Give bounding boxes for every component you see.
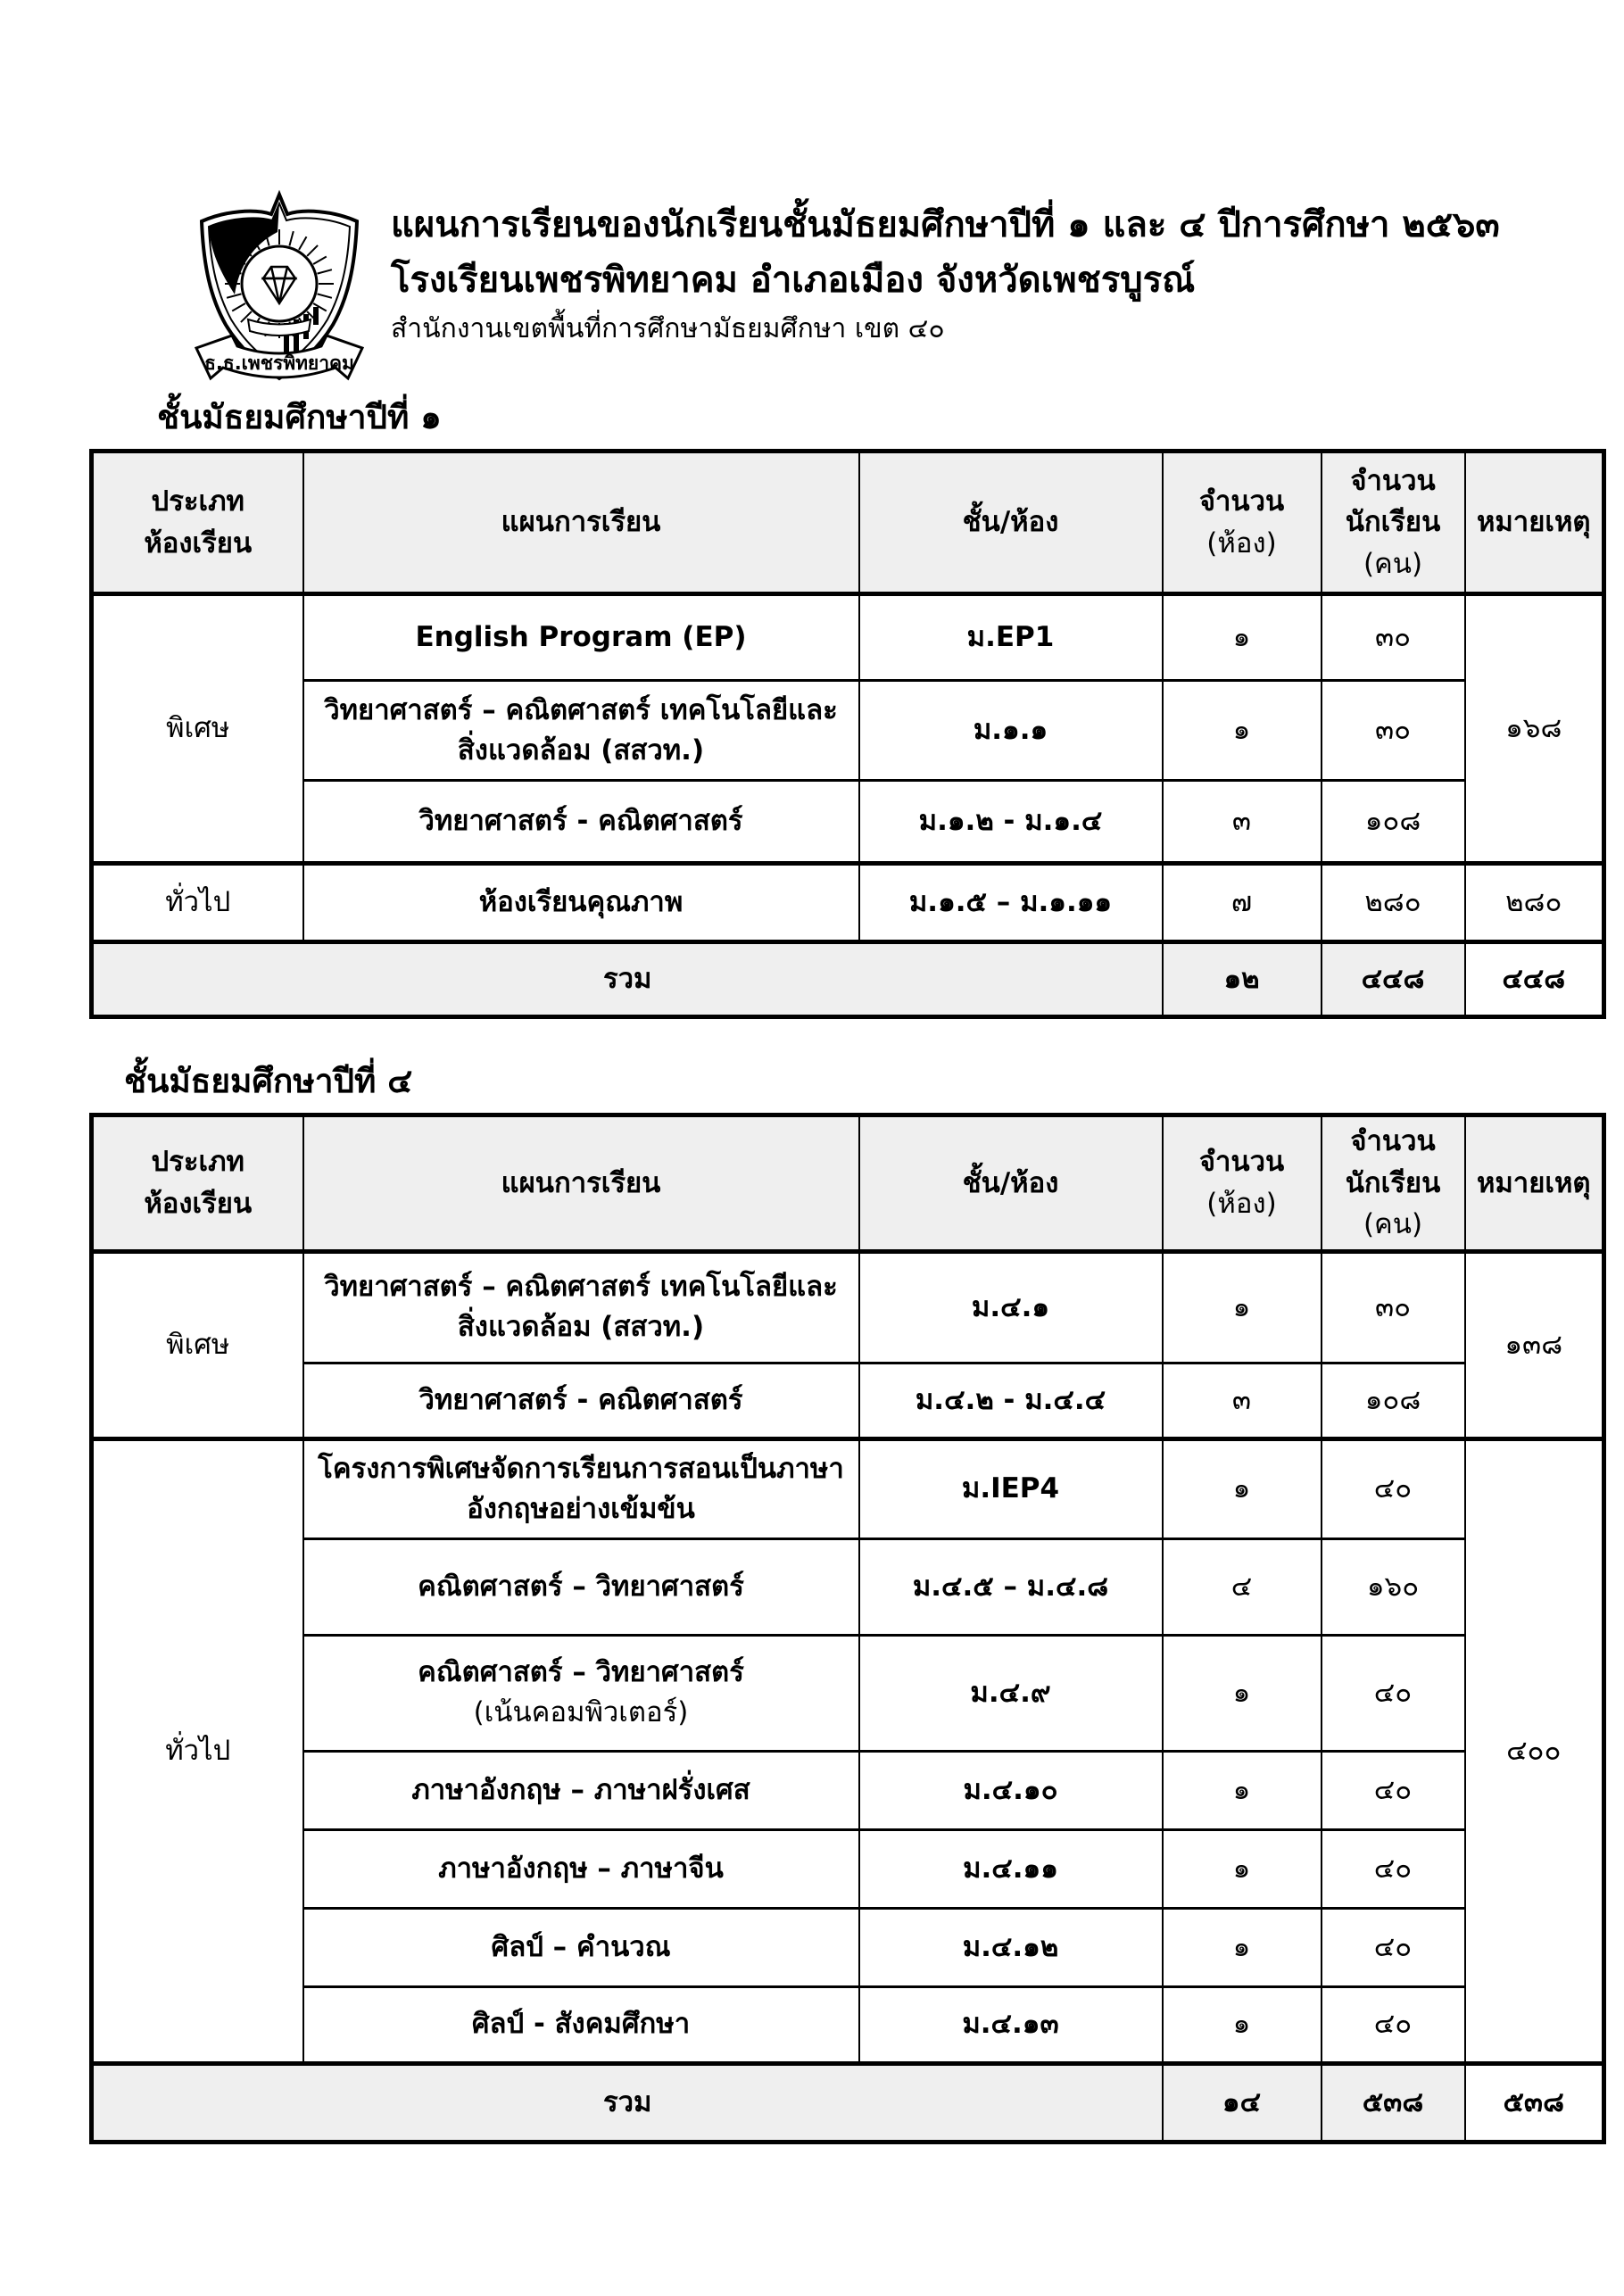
plan-cell: วิทยาศาสตร์ – คณิตศาสตร์ เทคโนโลยี​และสิ่งแวดล้อม (สสวท.)	[303, 1251, 859, 1363]
plan-sub-text: (เน้นคอมพิวเตอร์)	[473, 1696, 689, 1728]
col-header-student-count: จำนวน นักเรียน (คน)	[1322, 1115, 1465, 1252]
plan-cell	[303, 1635, 859, 1751]
room-count-cell: ๑	[1163, 1829, 1322, 1908]
plan-main-text: คณิตศาสตร์ – วิทยาศาสตร์	[418, 1656, 744, 1689]
classroom-cell: ม.๑.๑	[859, 681, 1163, 781]
room-count-cell: ๑	[1163, 1251, 1322, 1363]
total-label-cell: รวม	[92, 942, 1163, 1017]
table-row	[92, 1438, 1604, 1538]
student-count-cell: ๑๖๐	[1322, 1538, 1465, 1635]
student-count-cell: ๔๐	[1322, 1635, 1465, 1751]
table-row	[92, 864, 1604, 942]
table-m1-header-row	[92, 452, 1604, 594]
table-row	[92, 1363, 1604, 1438]
room-count-cell: ๑	[1163, 594, 1322, 681]
plan-cell: ภาษาอังกฤษ – ภาษาฝรั่งเศส	[303, 1751, 859, 1829]
room-count-cell: ๑	[1163, 1438, 1322, 1538]
table-row	[92, 1538, 1604, 1635]
table-row	[92, 1829, 1604, 1908]
plan-cell: คณิตศาสตร์ – วิทยาศาสตร์	[303, 1538, 859, 1635]
total-room-count-cell: ๑๔	[1163, 2063, 1322, 2142]
col-header-room-type: ประเภท ห้องเรียน	[92, 452, 303, 594]
table-row	[92, 1908, 1604, 1986]
student-count-cell: ๓๐	[1322, 681, 1465, 781]
category-cell-special: พิเศษ	[92, 594, 303, 864]
classroom-cell: ม.๔.๑๒	[859, 1908, 1163, 1986]
room-count-cell: ๔	[1163, 1538, 1322, 1635]
school-logo	[186, 189, 373, 385]
education-area-line: สำนักงานเขตพื้นที่การศึกษามัธยมศึกษา เขต ๔๐	[391, 313, 945, 344]
table-m1	[89, 449, 1606, 1019]
section-title-m1: ชั้นมัธยมศึกษาปีที่ ๑	[157, 398, 442, 436]
table-row	[92, 1251, 1604, 1363]
col-header-remark: หมายเหตุ	[1465, 452, 1604, 594]
table-row	[92, 594, 1604, 681]
school-name-line: โรงเรียนเพชรพิทยาคม อำเภอเมือง จังหวัดเพชรบูรณ์	[391, 260, 1196, 301]
room-count-cell: ๗	[1163, 864, 1322, 942]
classroom-cell: ม.๔.๙	[859, 1635, 1163, 1751]
category-cell-general: ทั่วไป	[92, 1438, 303, 2063]
table-row	[92, 1751, 1604, 1829]
classroom-cell: ม.๔.๕ – ม.๔.๘	[859, 1538, 1163, 1635]
category-cell-general: ทั่วไป	[92, 864, 303, 942]
room-count-cell: ๓	[1163, 1363, 1322, 1438]
classroom-cell: ม.๑.๕ – ม.๑.๑๑	[859, 864, 1163, 942]
classroom-cell: ม.๑.๒ - ม.๑.๔	[859, 781, 1163, 864]
classroom-cell: ม.๔.๑๑	[859, 1829, 1163, 1908]
student-count-cell: ๔๐	[1322, 1438, 1465, 1538]
room-count-cell: ๑	[1163, 1986, 1322, 2063]
table-row	[92, 781, 1604, 864]
remark-cell-special: ๑๓๘	[1465, 1251, 1604, 1438]
room-count-cell: ๑	[1163, 1635, 1322, 1751]
student-count-cell: ๑๐๘	[1322, 1363, 1465, 1438]
student-count-cell: ๑๐๘	[1322, 781, 1465, 864]
col-header-room-count: จำนวน (ห้อง)	[1163, 1115, 1322, 1252]
total-label-cell: รวม	[92, 2063, 1163, 2142]
room-count-cell: ๓	[1163, 781, 1322, 864]
plan-cell: ห้องเรียนคุณภาพ	[303, 864, 859, 942]
total-row	[92, 942, 1604, 1017]
plan-cell: โครงการพิเศษจัดการเรียนการสอนเป็น​ภาษาอังกฤษอย่างเข้มข้น	[303, 1438, 859, 1538]
remark-cell-general: ๒๘๐	[1465, 864, 1604, 942]
table-row	[92, 1986, 1604, 2063]
classroom-cell: ม.๔.๑๓	[859, 1986, 1163, 2063]
logo-banner-text: ธ.ธ.เพชรพิทยาคม	[204, 352, 354, 374]
plan-cell: วิทยาศาสตร์ – คณิตศาสตร์ เทคโนโลยีและ​สิ่งแวดล้อม (สสวท.)	[303, 681, 859, 781]
col-header-room-type: ประเภท ห้องเรียน	[92, 1115, 303, 1252]
student-count-cell: ๔๐	[1322, 1908, 1465, 1986]
plan-cell: วิทยาศาสตร์ - คณิตศาสตร์	[303, 781, 859, 864]
plan-cell: ศิลป์ – คำนวณ	[303, 1908, 859, 1986]
total-student-count-cell: ๔๔๘	[1322, 942, 1465, 1017]
col-header-student-count: จำนวน นักเรียน (คน)	[1322, 452, 1465, 594]
classroom-cell: ม.EP1	[859, 594, 1163, 681]
plan-cell: English Program (EP)	[303, 594, 859, 681]
student-count-cell: ๔๐	[1322, 1829, 1465, 1908]
remark-cell-special: ๑๖๘	[1465, 594, 1604, 864]
col-header-plan: แผนการเรียน	[303, 452, 859, 594]
student-count-cell: ๒๘๐	[1322, 864, 1465, 942]
section-title-m4: ชั้นมัธยมศึกษาปีที่ ๔	[124, 1062, 413, 1100]
col-header-room-count: จำนวน (ห้อง)	[1163, 452, 1322, 594]
total-remark-cell: ๔๔๘	[1465, 942, 1604, 1017]
room-count-cell: ๑	[1163, 1908, 1322, 1986]
table-m4-header-row	[92, 1115, 1604, 1252]
classroom-cell: ม.๔.๑	[859, 1251, 1163, 1363]
total-room-count-cell: ๑๒	[1163, 942, 1322, 1017]
student-count-cell: ๔๐	[1322, 1751, 1465, 1829]
classroom-cell: ม.IEP4	[859, 1438, 1163, 1538]
plan-cell: วิทยาศาสตร์ - คณิตศาสตร์	[303, 1363, 859, 1438]
table-row	[92, 1635, 1604, 1751]
col-header-classroom: ชั้น/ห้อง	[859, 1115, 1163, 1252]
school-crest-graphic	[186, 189, 373, 385]
total-remark-cell: ๕๓๘	[1465, 2063, 1604, 2142]
table-m4	[89, 1113, 1606, 2144]
plan-cell: ศิลป์ - สังคมศึกษา	[303, 1986, 859, 2063]
table-row	[92, 681, 1604, 781]
room-count-cell: ๑	[1163, 1751, 1322, 1829]
classroom-cell: ม.๔.๑๐	[859, 1751, 1163, 1829]
total-row	[92, 2063, 1604, 2142]
classroom-cell: ม.๔.๒ - ม.๔.๔	[859, 1363, 1163, 1438]
category-cell-special: พิเศษ	[92, 1251, 303, 1438]
document-header	[391, 203, 1500, 346]
document-title: แผนการเรียนของนักเรียนชั้นมัธยมศึกษาปีที่ ๑ และ ๔ ปีการศึกษา ๒๕๖๓	[391, 204, 1500, 245]
student-count-cell: ๓๐	[1322, 1251, 1465, 1363]
col-header-remark: หมายเหตุ	[1465, 1115, 1604, 1252]
col-header-plan: แผนการเรียน	[303, 1115, 859, 1252]
room-count-cell: ๑	[1163, 681, 1322, 781]
plan-cell: ภาษาอังกฤษ – ภาษาจีน	[303, 1829, 859, 1908]
col-header-classroom: ชั้น/ห้อง	[859, 452, 1163, 594]
student-count-cell: ๔๐	[1322, 1986, 1465, 2063]
student-count-cell: ๓๐	[1322, 594, 1465, 681]
remark-cell-general: ๔๐๐	[1465, 1438, 1604, 2063]
total-student-count-cell: ๕๓๘	[1322, 2063, 1465, 2142]
